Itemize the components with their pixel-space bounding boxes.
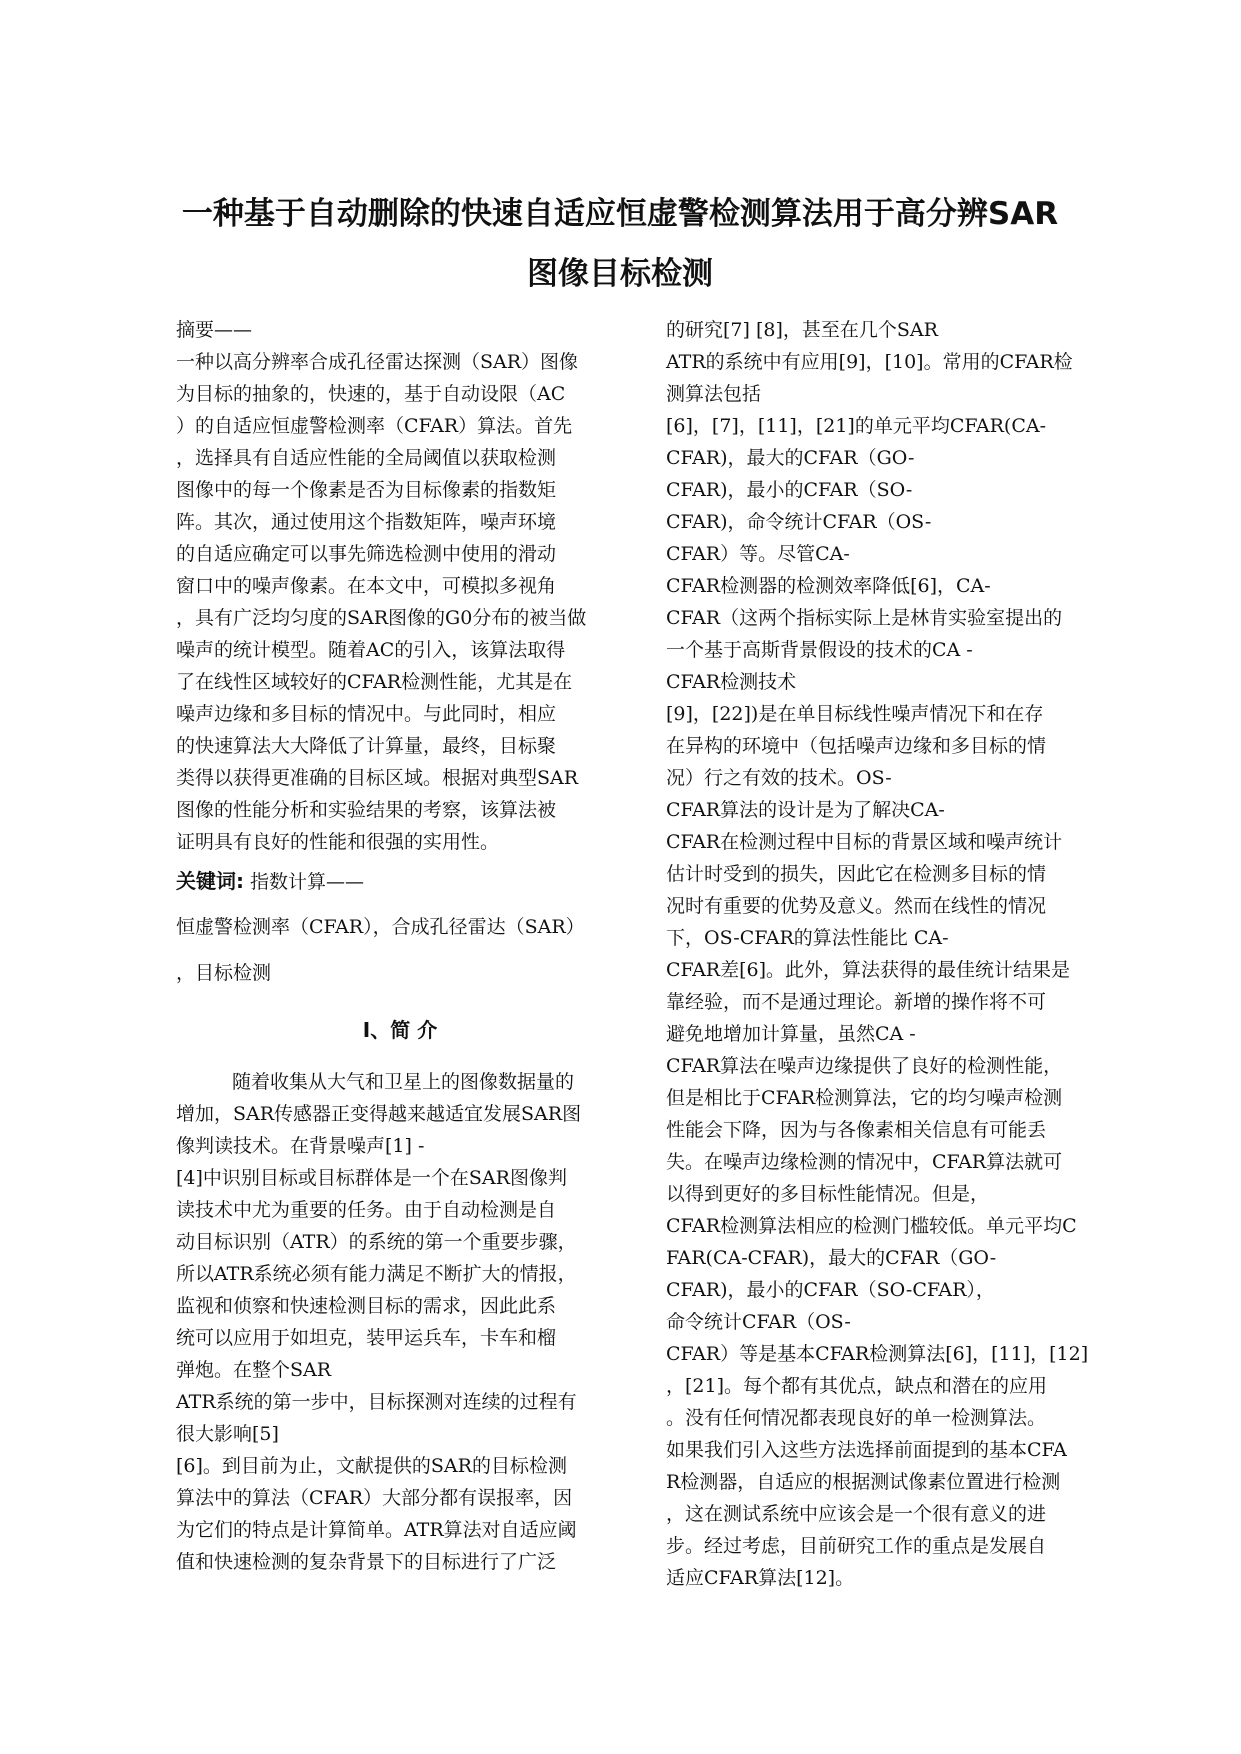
body-line: [6]，[7]，[11]，[21]的单元平均CFAR(CA-	[666, 415, 1047, 437]
body-line: 但是相比于CFAR检测算法，它的均匀噪声检测	[666, 1087, 1063, 1109]
body-line: 为它们的特点是计算简单。ATR算法对自适应阈	[176, 1519, 577, 1541]
body-line: 况时有重要的优势及意义。然而在线性的情况	[666, 895, 1047, 917]
body-line: 如果我们引入这些方法选择前面提到的基本CFA	[666, 1439, 1067, 1461]
body-line: 以得到更好的多目标性能情况。但是，	[666, 1183, 990, 1205]
body-line: 监视和侦察和快速检测目标的需求，因此此系	[176, 1295, 557, 1317]
body-line: CFAR检测算法相应的检测门槛较低。单元平均C	[666, 1215, 1077, 1237]
body-line: R检测器，自适应的根据测试像素位置进行检测	[666, 1471, 1061, 1493]
body-line: ，这在测试系统中应该会是一个很有意义的进	[666, 1503, 1047, 1525]
body-line: CFAR）等是基本CFAR检测算法[6]，[11]，[12]	[666, 1343, 1089, 1365]
body-line: FAR(CA-CFAR)，最大的CFAR（GO-	[666, 1247, 997, 1269]
body-line: CFAR)，最小的CFAR（SO-	[666, 479, 913, 501]
abstract-line: 窗口中的噪声像素。在本文中，可模拟多视角	[176, 575, 557, 597]
body-line: 算法中的算法（CFAR）大部分都有误报率，因	[176, 1487, 573, 1509]
abstract-label: 摘要——	[176, 319, 253, 341]
body-line: CFAR算法的设计是为了解决CA-	[666, 799, 945, 821]
body-line: 失。在噪声边缘检测的情况中，CFAR算法就可	[666, 1151, 1063, 1173]
body-line: CFAR)，最大的CFAR（GO-	[666, 447, 915, 469]
body-line: 步。经过考虑，目前研究工作的重点是发展自	[666, 1535, 1047, 1557]
abstract-line: 噪声的统计模型。随着AC的引入，该算法取得	[176, 639, 566, 661]
body-line: 下，OS-CFAR的算法性能比 CA-	[666, 927, 949, 949]
body-line: [6]。到目前为止，文献提供的SAR的目标检测	[176, 1455, 567, 1477]
body-line: ATR系统的第一步中，目标探测对连续的过程有	[176, 1391, 577, 1413]
abstract-line: 类得以获得更准确的目标区域。根据对典型SAR	[176, 767, 579, 789]
body-line: CFAR)，最小的CFAR（SO-CFAR），	[666, 1279, 995, 1301]
abstract-line: 的快速算法大大降低了计算量，最终，目标聚	[176, 735, 557, 757]
paper-title-line-2: 图像目标检测	[527, 256, 713, 292]
left-column	[176, 314, 624, 1578]
keywords-label: 关键词:	[176, 869, 244, 893]
body-line: 估计时受到的损失，因此它在检测多目标的情	[666, 863, 1047, 885]
right-column	[666, 314, 1118, 1594]
abstract-line: ，具有广泛均匀度的SAR图像的G0分布的被当做	[176, 607, 587, 629]
body-line: 况）行之有效的技术。OS-	[666, 767, 892, 789]
abstract-line: 阵。其次，通过使用这个指数矩阵，噪声环境	[176, 511, 557, 533]
body-line: 适应CFAR算法[12]。	[666, 1567, 855, 1589]
section-heading: I、简 介	[362, 1018, 438, 1042]
body-line: 。没有任何情况都表现良好的单一检测算法。	[666, 1407, 1047, 1429]
body-line: 像判读技术。在背景噪声[1] -	[176, 1135, 425, 1157]
body-line: 一个基于高斯背景假设的技术的CA -	[666, 639, 973, 661]
body-line: 统可以应用于如坦克，装甲运兵车，卡车和榴	[176, 1327, 557, 1349]
body-line: CFAR算法在噪声边缘提供了良好的检测性能，	[666, 1055, 1063, 1077]
body-line: 避免地增加计算量，虽然CA -	[666, 1023, 916, 1045]
abstract-line: 的自适应确定可以事先筛选检测中使用的滑动	[176, 543, 557, 565]
body-line: 读技术中尤为重要的任务。由于自动检测是自	[176, 1199, 557, 1221]
keywords-line-1	[176, 858, 624, 904]
body-line: 命令统计CFAR（OS-	[666, 1311, 851, 1333]
abstract-line: 证明具有良好的性能和很强的实用性。	[176, 831, 500, 853]
body-line: 值和快速检测的复杂背景下的目标进行了广泛	[176, 1551, 557, 1573]
abstract-line: 一种以高分辨率合成孔径雷达探测（SAR）图像	[176, 351, 579, 373]
body-line: CFAR在检测过程中目标的背景区域和噪声统计	[666, 831, 1063, 853]
abstract-line: 噪声边缘和多目标的情况中。与此同时，相应	[176, 703, 557, 725]
abstract-line: 为目标的抽象的，快速的，基于自动设限（AC	[176, 383, 566, 405]
keywords-line-3: ，目标检测	[176, 962, 272, 984]
body-line: 靠经验，而不是通过理论。新增的操作将不可	[666, 991, 1047, 1013]
keywords-line-2: 恒虚警检测率（CFAR），合成孔径雷达（SAR）	[176, 916, 585, 938]
body-line: CFAR差[6]。此外，算法获得的最佳统计结果是	[666, 959, 1071, 981]
body-line: CFAR（这两个指标实际上是林肯实验室提出的	[666, 607, 1063, 629]
body-line: 性能会下降，因为与各像素相关信息有可能丢	[666, 1119, 1047, 1141]
abstract-line: 图像中的每一个像素是否为目标像素的指数矩	[176, 479, 557, 501]
body-line: ，[21]。每个都有其优点，缺点和潜在的应用	[666, 1375, 1048, 1397]
body-line: 测算法包括	[666, 383, 762, 405]
abstract-line: 图像的性能分析和实验结果的考察，该算法被	[176, 799, 557, 821]
body-line: 所以ATR系统必须有能力满足不断扩大的情报，	[176, 1263, 577, 1285]
body-line: 动目标识别（ATR）的系统的第一个重要步骤，	[176, 1231, 577, 1253]
body-line: CFAR检测器的检测效率降低[6]，CA-	[666, 575, 991, 597]
abstract-line: ）的自适应恒虚警检测率（CFAR）算法。首先	[176, 415, 573, 437]
body-line: [9]，[22])是在单目标线性噪声情况下和在存	[666, 703, 1044, 725]
body-line: 的研究[7] [8]，甚至在几个SAR	[666, 319, 938, 341]
body-line: 在异构的环境中（包括噪声边缘和多目标的情	[666, 735, 1047, 757]
abstract-line: ，选择具有自适应性能的全局阈值以获取检测	[176, 447, 557, 469]
body-line: ATR的系统中有应用[9]，[10]。常用的CFAR检	[666, 351, 1073, 373]
body-line: 增加，SAR传感器正变得越来越适宜发展SAR图	[176, 1103, 582, 1125]
body-line: CFAR）等。尽管CA-	[666, 543, 850, 565]
paper-title-line-1: 一种基于自动删除的快速自适应恒虚警检测算法用于高分辨SAR	[181, 196, 1059, 232]
abstract-line: 了在线性区域较好的CFAR检测性能，尤其是在	[176, 671, 573, 693]
body-line: 随着收集从大气和卫星上的图像数据量的	[232, 1071, 575, 1093]
body-line: [4]中识别目标或目标群体是一个在SAR图像判	[176, 1167, 567, 1189]
body-line: CFAR检测技术	[666, 671, 797, 693]
body-line: 弹炮。在整个SAR	[176, 1359, 332, 1381]
body-line: CFAR)，命令统计CFAR（OS-	[666, 511, 932, 533]
keywords-text: 指数计算——	[250, 871, 365, 893]
body-line: 很大影响[5]	[176, 1423, 279, 1445]
